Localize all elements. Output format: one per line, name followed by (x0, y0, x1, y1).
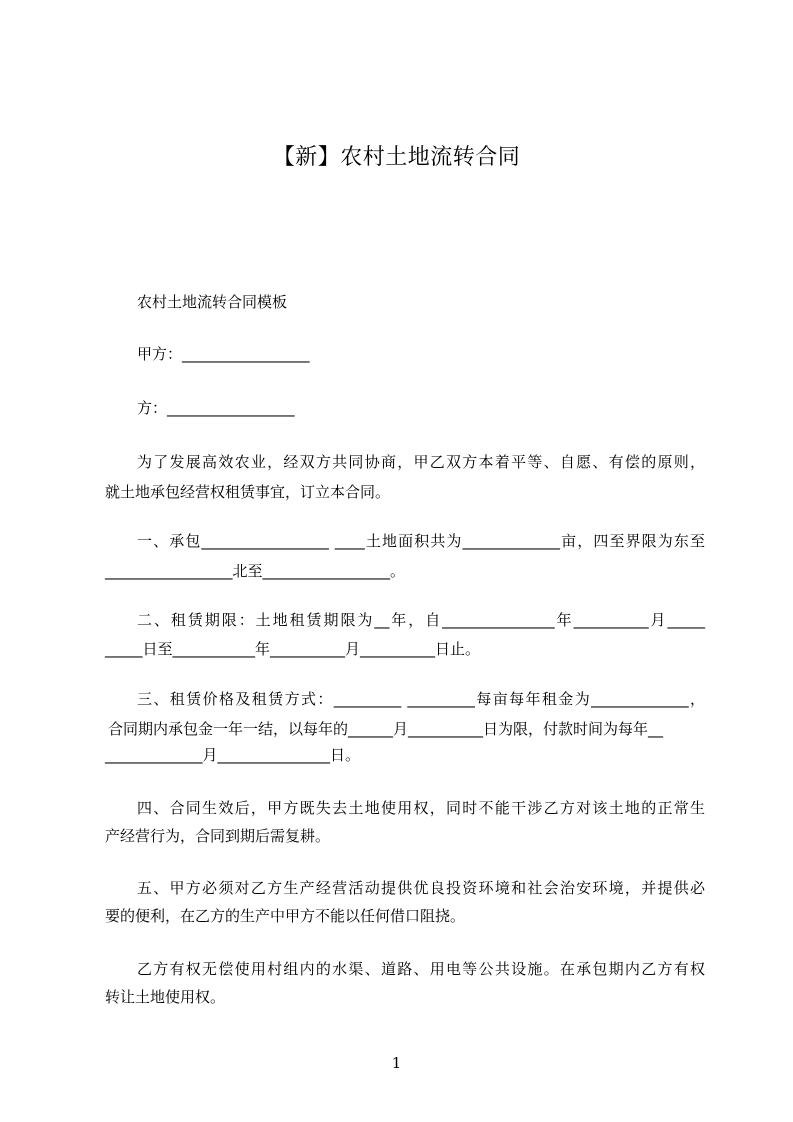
clause-2-line-1: 二、租赁期限：土地租赁期限为__年，自_______________年__________月_____ (137, 611, 705, 629)
party-b-line: 方：_________________ (137, 399, 295, 417)
document-title: 【新】农村土地流转合同 (272, 145, 521, 170)
clause-1-line-1: 一、承包_________________ ____土地面积共为_____________亩，四至界限为东至 (137, 532, 705, 550)
clause-5-line-1: 五、甲方必须对乙方生产经营活动提供优良投资环境和社会治安环境，并提供必 (137, 879, 705, 897)
party-a-line: 甲方：_________________ (137, 345, 310, 363)
subtitle: 农村土地流转合同模板 (137, 293, 288, 311)
preamble-line-1: 为了发展高效农业，经双方共同协商，甲乙双方本着平等、自愿、有偿的原则， (137, 453, 705, 471)
clause-3-line-3: _____________月_______________日。 (105, 746, 361, 764)
preamble-line-2: 就土地承包经营权租赁事宜，订立本合同。 (105, 483, 391, 501)
clause-3-line-1: 三、租赁价格及租赁方式：_________ _________每亩每年租金为_____________， (137, 690, 705, 708)
clause-5-line-2: 要的便利，在乙方的生产中甲方不能以任何借口阻挠。 (105, 907, 466, 925)
clause-3-line-2: 合同期内承包金一年一结，以每年的______月__________日为限，付款时间为每年__ (108, 720, 664, 738)
clause-4-line-2: 产经营行为，合同到期后需复耕。 (105, 827, 331, 845)
clause-1-line-2: _________________北至_________________。 (105, 562, 406, 580)
clause-6-line-1: 乙方有权无偿使用村组内的水渠、道路、用电等公共设施。在承包期内乙方有权 (137, 960, 705, 978)
page-number: 1 (391, 1054, 402, 1072)
clause-4-line-1: 四、合同生效后，甲方既失去土地使用权，同时不能干涉乙方对该土地的正常生 (137, 799, 705, 817)
clause-6-line-2: 转让土地使用权。 (105, 988, 226, 1006)
clause-2-line-2: _____日至___________年__________月__________日止。 (105, 640, 481, 658)
